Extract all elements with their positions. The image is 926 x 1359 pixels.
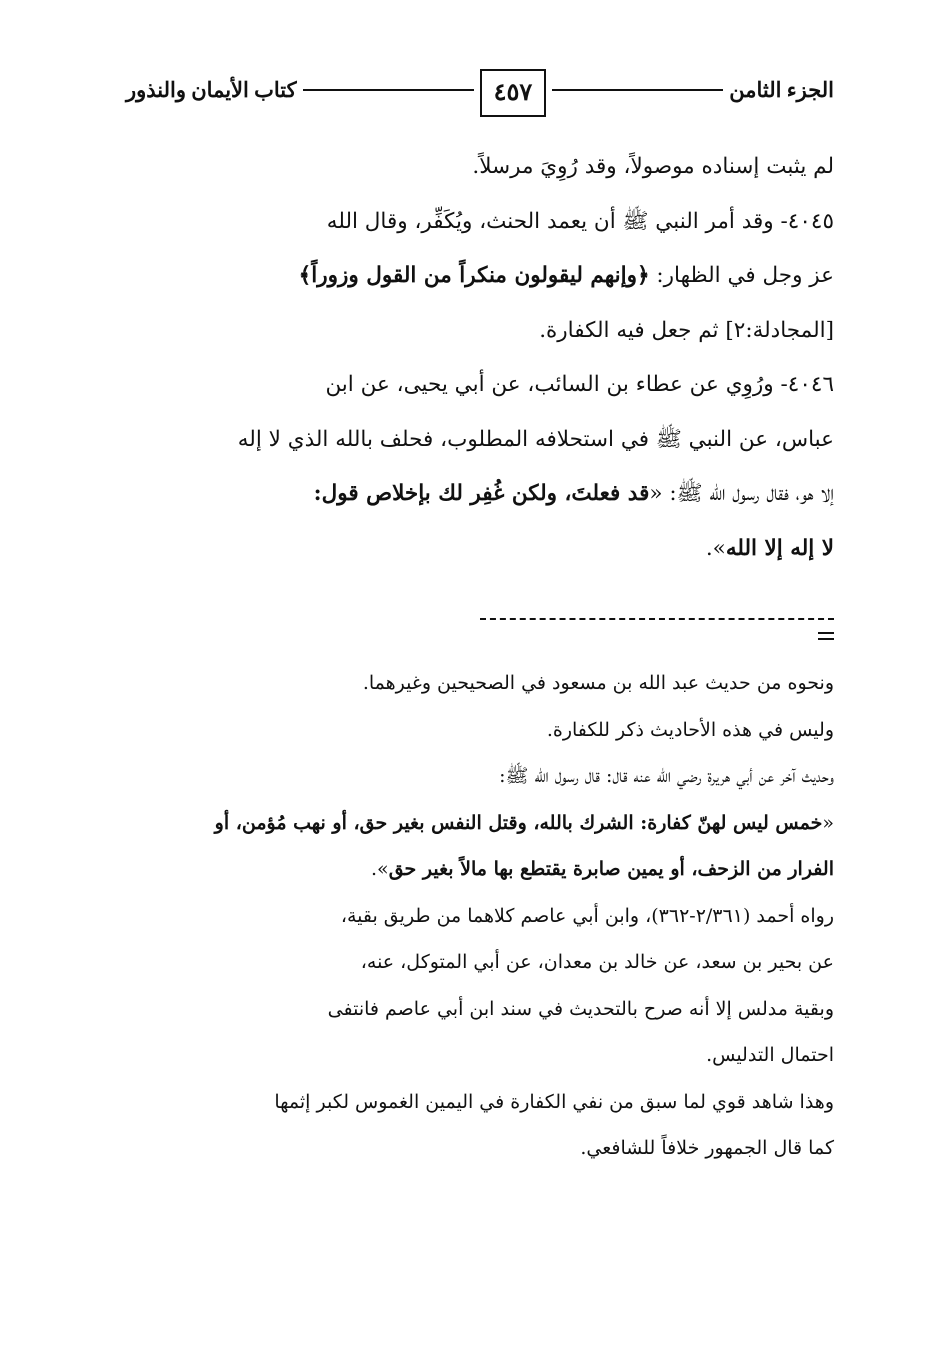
main-line: ٤٠٤٥- وقد أمر النبي ﷺ أن يعمد الحنث، ويُكَفِّر، وقال الله	[326, 208, 834, 234]
hadith-quote: الفرار من الزحف، أو يمين صابرة يقتطع بها مالاً بغير حق	[388, 858, 834, 880]
note-text: وهذا شاهد قوي لما سبق من نفي الكفارة في اليمين الغموس لكبر إثمها	[274, 1090, 834, 1113]
note-text: كما قال الجمهور خلافاً للشافعي.	[580, 1137, 834, 1159]
note-text: ونحوه من حديث عبد الله بن مسعود في الصحيحين وغيرهما.	[362, 672, 834, 694]
main-line	[118, 249, 834, 304]
note-line	[118, 753, 834, 800]
main-line: ٤٠٤٦- ورُوِي عن عطاء بن السائب، عن أبي يحيى، عن ابن	[325, 372, 834, 397]
main-line: عباس، عن النبي ﷺ في استحلافه المطلوب، فحلف بالله الذي لا إله	[237, 426, 834, 452]
note-line	[118, 1125, 834, 1172]
main-line-text: عز وجل في الظهار:	[649, 263, 834, 288]
main-line	[118, 467, 834, 522]
main-line-text: ».	[705, 535, 726, 561]
note-line	[118, 800, 834, 847]
hadith-quote: قد فعلتَ، ولكن غُفِر لك بإخلاص قول:	[313, 481, 650, 506]
main-line-text: إلا هو، فقال رسول الله ﷺ: «	[649, 481, 834, 506]
header-rule-left	[303, 89, 474, 91]
running-header	[126, 62, 834, 118]
separator-mark	[818, 632, 834, 634]
header-rule-right	[552, 89, 723, 91]
note-line	[118, 846, 834, 893]
quran-quote: ﴿وإنهم ليقولون منكراً من القول وزوراً﴾	[298, 263, 650, 288]
note-text: عن بحير بن سعد، عن خالد بن معدان، عن أبي المتوكل، عنه،	[360, 951, 834, 973]
note-line	[118, 660, 834, 707]
separator-dashes	[480, 618, 834, 620]
footnotes	[118, 660, 834, 1172]
note-text: وحديث آخر عن أبي هريرة رضي الله عنه قال: قال رسول الله ﷺ:	[499, 765, 834, 787]
note-line	[118, 939, 834, 986]
note-text: وبقية مدلس إلا أنه صرح بالتحديث في سند ابن أبي عاصم فانتفى	[327, 997, 834, 1020]
main-text	[118, 140, 834, 576]
separator-mark	[818, 638, 834, 640]
footnote-separator	[118, 612, 834, 642]
note-line	[118, 1079, 834, 1126]
note-line	[118, 986, 834, 1033]
note-text: رواه أحمد (٢/٣٦١-٣٦٢)، وابن أبي عاصم كلاهما من طريق بقية،	[340, 904, 834, 927]
note-text: وليس في هذه الأحاديث ذكر للكفارة.	[546, 718, 834, 741]
note-text: «	[822, 811, 834, 834]
note-line	[118, 707, 834, 754]
note-text: احتمال التدليس.	[706, 1044, 834, 1066]
main-line: لم يثبت إسناده موصولاً، وقد رُوِيَ مرسلاً.	[472, 154, 834, 179]
book-title: كتاب الأيمان والنذور	[125, 77, 297, 102]
volume-label: الجزء الثامن	[729, 77, 834, 102]
hadith-quote: لا إله إلا الله	[725, 535, 834, 561]
main-line	[118, 522, 834, 577]
note-text: ».	[371, 858, 389, 880]
page-number: ٤٥٧	[480, 69, 547, 117]
note-line	[118, 1032, 834, 1079]
main-line: [المجادلة:٢] ثم جعل فيه الكفارة.	[539, 317, 834, 343]
note-line	[118, 893, 834, 940]
hadith-quote: خمس ليس لهنّ كفارة: الشرك بالله، وقتل النفس بغير حق، أو نهب مُؤمن، أو	[214, 811, 823, 834]
